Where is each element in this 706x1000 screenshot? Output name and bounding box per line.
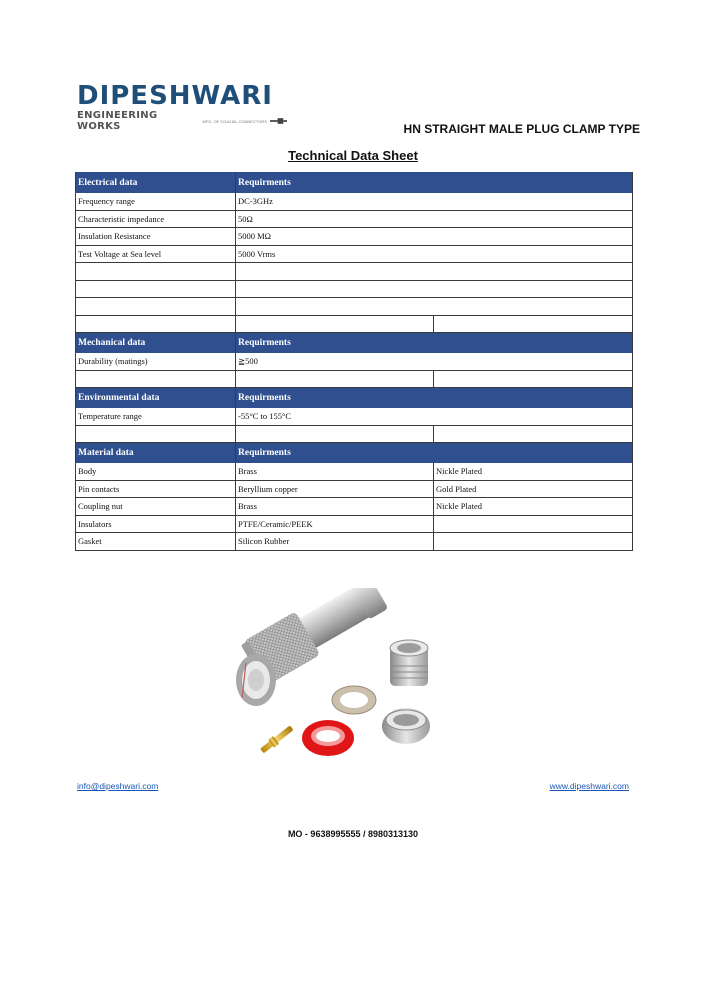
finish-cell — [434, 533, 633, 551]
website-link[interactable]: www.dipeshwari.com — [549, 781, 629, 791]
empty-row — [76, 280, 633, 298]
mobile-numbers: MO - 9638995555 / 8980313130 — [287, 829, 419, 839]
value-cell: -55°C to 155°C — [236, 408, 633, 426]
section-header: Electrical data — [76, 173, 236, 193]
logo-subtitle: ENGINEERING WORKS — [77, 110, 158, 132]
table-row — [76, 515, 633, 533]
value-cell: 5000 MΩ — [236, 228, 633, 246]
sheet-title: Technical Data Sheet — [288, 148, 418, 163]
table-row — [76, 408, 633, 426]
param-cell: Gasket — [76, 533, 236, 551]
table-row — [76, 533, 633, 551]
material-cell: PTFE/Ceramic/PEEK — [236, 515, 434, 533]
table-row — [76, 210, 633, 228]
table-row — [76, 463, 633, 481]
finish-cell: Nickle Plated — [434, 498, 633, 516]
table-row — [76, 498, 633, 516]
value-cell: 50Ω — [236, 210, 633, 228]
material-cell: Brass — [236, 498, 434, 516]
param-cell: Pin contacts — [76, 480, 236, 498]
material-cell: Brass — [236, 463, 434, 481]
table-row — [76, 228, 633, 246]
param-cell: Durability (matings) — [76, 353, 236, 371]
finish-cell: Nickle Plated — [434, 463, 633, 481]
section-header: Mechanical data — [76, 333, 236, 353]
param-cell: Temperature range — [76, 408, 236, 426]
empty-row — [76, 298, 633, 316]
company-logo — [77, 81, 287, 132]
empty-row — [76, 425, 633, 443]
param-cell: Test Voltage at Sea level — [76, 245, 236, 263]
value-cell: DC-3GHz — [236, 193, 633, 211]
finish-cell: Gold Plated — [434, 480, 633, 498]
param-cell: Insulation Resistance — [76, 228, 236, 246]
table-row — [76, 353, 633, 371]
document-title: HN STRAIGHT MALE PLUG CLAMP TYPE — [403, 122, 640, 136]
material-cell: Silicon Rubber — [236, 533, 434, 551]
empty-row — [76, 263, 633, 281]
param-cell: Frequency range — [76, 193, 236, 211]
requirements-header: Requirments — [236, 388, 633, 408]
section-header: Environmental data — [76, 388, 236, 408]
table-row — [76, 193, 633, 211]
table-row — [76, 480, 633, 498]
email-link[interactable]: info@dipeshwari.com — [77, 781, 159, 791]
logo-name: DIPESHWARI — [77, 81, 273, 111]
empty-row — [76, 370, 633, 388]
requirements-header: Requirments — [236, 173, 633, 193]
table-row — [76, 245, 633, 263]
mechanical-header-row — [76, 333, 633, 353]
material-cell: Beryllium copper — [236, 480, 434, 498]
value-cell: 5000 Vrms — [236, 245, 633, 263]
finish-cell — [434, 515, 633, 533]
connector-product-photo — [218, 588, 440, 768]
spec-table — [75, 172, 633, 551]
param-cell: Insulators — [76, 515, 236, 533]
section-header: Material data — [76, 443, 236, 463]
param-cell: Characteristic impedance — [76, 210, 236, 228]
material-header-row — [76, 443, 633, 463]
param-cell: Body — [76, 463, 236, 481]
empty-row — [76, 315, 633, 333]
electrical-header-row — [76, 173, 633, 193]
value-cell: ≧500 — [236, 353, 633, 371]
connector-plug-icon — [270, 117, 287, 125]
environmental-header-row — [76, 388, 633, 408]
param-cell: Coupling nut — [76, 498, 236, 516]
requirements-header: Requirments — [236, 443, 633, 463]
logo-tagline: MFG. OF COAXIAL CONNECTORS — [202, 118, 267, 124]
requirements-header: Requirments — [236, 333, 633, 353]
